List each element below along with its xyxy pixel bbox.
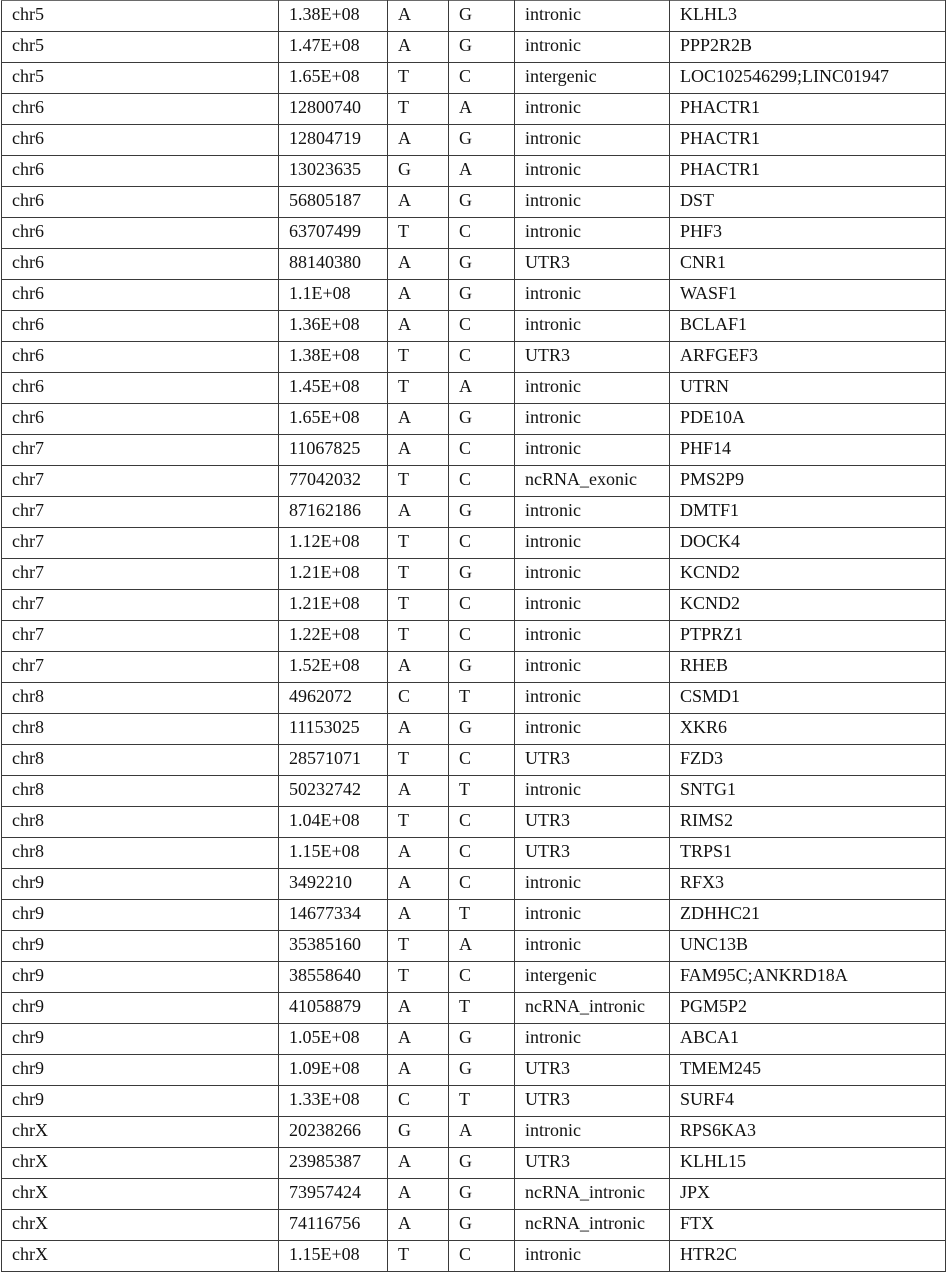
region-cell: intronic [515, 590, 670, 621]
alt-allele-cell: A [449, 156, 515, 187]
table-row [2, 156, 946, 187]
ref-allele-cell: A [388, 280, 449, 311]
alt-allele-cell: C [449, 838, 515, 869]
gene-cell: PHACTR1 [670, 156, 946, 187]
region-cell: intronic [515, 32, 670, 63]
alt-allele-cell: G [449, 32, 515, 63]
position-cell: 20238266 [279, 1117, 388, 1148]
ref-allele-cell: A [388, 776, 449, 807]
gene-cell: PHF3 [670, 218, 946, 249]
gene-cell: TRPS1 [670, 838, 946, 869]
gene-cell: RPS6KA3 [670, 1117, 946, 1148]
position-cell: 11153025 [279, 714, 388, 745]
position-cell: 1.38E+08 [279, 1, 388, 32]
table-row [2, 1148, 946, 1179]
position-cell: 1.33E+08 [279, 1086, 388, 1117]
gene-cell: CNR1 [670, 249, 946, 280]
ref-allele-cell: A [388, 900, 449, 931]
alt-allele-cell: C [449, 311, 515, 342]
ref-allele-cell: A [388, 652, 449, 683]
position-cell: 1.22E+08 [279, 621, 388, 652]
region-cell: UTR3 [515, 807, 670, 838]
position-cell: 35385160 [279, 931, 388, 962]
chromosome-cell: chr7 [2, 652, 279, 683]
chromosome-cell: chr6 [2, 218, 279, 249]
chromosome-cell: chrX [2, 1117, 279, 1148]
gene-cell: UNC13B [670, 931, 946, 962]
table-row [2, 745, 946, 776]
region-cell: intronic [515, 1241, 670, 1272]
region-cell: ncRNA_intronic [515, 1179, 670, 1210]
chromosome-cell: chr6 [2, 373, 279, 404]
position-cell: 1.05E+08 [279, 1024, 388, 1055]
position-cell: 88140380 [279, 249, 388, 280]
table-row [2, 807, 946, 838]
alt-allele-cell: C [449, 63, 515, 94]
region-cell: UTR3 [515, 838, 670, 869]
chromosome-cell: chr7 [2, 590, 279, 621]
ref-allele-cell: T [388, 745, 449, 776]
table-row [2, 652, 946, 683]
region-cell: intronic [515, 187, 670, 218]
region-cell: intronic [515, 218, 670, 249]
ref-allele-cell: T [388, 342, 449, 373]
table-row [2, 125, 946, 156]
position-cell: 1.65E+08 [279, 404, 388, 435]
alt-allele-cell: G [449, 249, 515, 280]
alt-allele-cell: C [449, 466, 515, 497]
position-cell: 1.15E+08 [279, 1241, 388, 1272]
position-cell: 3492210 [279, 869, 388, 900]
alt-allele-cell: C [449, 342, 515, 373]
position-cell: 12804719 [279, 125, 388, 156]
chromosome-cell: chr5 [2, 32, 279, 63]
chromosome-cell: chr7 [2, 559, 279, 590]
table-row [2, 1024, 946, 1055]
ref-allele-cell: A [388, 1055, 449, 1086]
region-cell: intronic [515, 1, 670, 32]
table-row [2, 94, 946, 125]
ref-allele-cell: G [388, 1117, 449, 1148]
ref-allele-cell: A [388, 404, 449, 435]
ref-allele-cell: C [388, 683, 449, 714]
region-cell: intronic [515, 94, 670, 125]
gene-cell: DMTF1 [670, 497, 946, 528]
ref-allele-cell: T [388, 962, 449, 993]
ref-allele-cell: A [388, 714, 449, 745]
gene-cell: UTRN [670, 373, 946, 404]
gene-cell: HTR2C [670, 1241, 946, 1272]
table-row [2, 435, 946, 466]
table-row [2, 590, 946, 621]
table-row [2, 497, 946, 528]
region-cell: intronic [515, 497, 670, 528]
chromosome-cell: chrX [2, 1179, 279, 1210]
position-cell: 1.47E+08 [279, 32, 388, 63]
gene-cell: KCND2 [670, 559, 946, 590]
alt-allele-cell: T [449, 683, 515, 714]
alt-allele-cell: G [449, 1024, 515, 1055]
region-cell: intergenic [515, 63, 670, 94]
gene-cell: PDE10A [670, 404, 946, 435]
table-row [2, 63, 946, 94]
alt-allele-cell: G [449, 497, 515, 528]
chromosome-cell: chr6 [2, 156, 279, 187]
table-row [2, 714, 946, 745]
ref-allele-cell: A [388, 497, 449, 528]
position-cell: 23985387 [279, 1148, 388, 1179]
region-cell: intronic [515, 1117, 670, 1148]
alt-allele-cell: C [449, 621, 515, 652]
position-cell: 1.45E+08 [279, 373, 388, 404]
alt-allele-cell: G [449, 1148, 515, 1179]
chromosome-cell: chr5 [2, 63, 279, 94]
table-row [2, 869, 946, 900]
position-cell: 1.36E+08 [279, 311, 388, 342]
ref-allele-cell: A [388, 1148, 449, 1179]
gene-cell: CSMD1 [670, 683, 946, 714]
gene-cell: WASF1 [670, 280, 946, 311]
chromosome-cell: chr7 [2, 435, 279, 466]
region-cell: intergenic [515, 962, 670, 993]
ref-allele-cell: T [388, 94, 449, 125]
region-cell: intronic [515, 404, 670, 435]
position-cell: 11067825 [279, 435, 388, 466]
gene-cell: FTX [670, 1210, 946, 1241]
ref-allele-cell: A [388, 993, 449, 1024]
position-cell: 12800740 [279, 94, 388, 125]
chromosome-cell: chrX [2, 1241, 279, 1272]
position-cell: 1.38E+08 [279, 342, 388, 373]
gene-cell: PHACTR1 [670, 125, 946, 156]
table-row [2, 1241, 946, 1272]
alt-allele-cell: T [449, 900, 515, 931]
alt-allele-cell: C [449, 869, 515, 900]
alt-allele-cell: C [449, 807, 515, 838]
table-row [2, 528, 946, 559]
chromosome-cell: chr6 [2, 125, 279, 156]
table-row [2, 993, 946, 1024]
ref-allele-cell: T [388, 528, 449, 559]
chromosome-cell: chr9 [2, 931, 279, 962]
ref-allele-cell: T [388, 218, 449, 249]
table-row [2, 1, 946, 32]
table-row [2, 404, 946, 435]
table-row [2, 1086, 946, 1117]
alt-allele-cell: G [449, 1210, 515, 1241]
alt-allele-cell: T [449, 776, 515, 807]
ref-allele-cell: A [388, 1210, 449, 1241]
table-row [2, 900, 946, 931]
table-row [2, 559, 946, 590]
position-cell: 77042032 [279, 466, 388, 497]
region-cell: UTR3 [515, 1148, 670, 1179]
alt-allele-cell: T [449, 993, 515, 1024]
region-cell: intronic [515, 559, 670, 590]
region-cell: intronic [515, 931, 670, 962]
table-row [2, 187, 946, 218]
alt-allele-cell: G [449, 187, 515, 218]
table-row [2, 373, 946, 404]
gene-cell: PHACTR1 [670, 94, 946, 125]
position-cell: 38558640 [279, 962, 388, 993]
region-cell: intronic [515, 156, 670, 187]
alt-allele-cell: C [449, 218, 515, 249]
table-row [2, 342, 946, 373]
position-cell: 41058879 [279, 993, 388, 1024]
position-cell: 74116756 [279, 1210, 388, 1241]
gene-cell: DST [670, 187, 946, 218]
ref-allele-cell: T [388, 931, 449, 962]
chromosome-cell: chr6 [2, 342, 279, 373]
chromosome-cell: chr8 [2, 807, 279, 838]
position-cell: 1.21E+08 [279, 590, 388, 621]
chromosome-cell: chr9 [2, 900, 279, 931]
gene-cell: JPX [670, 1179, 946, 1210]
chromosome-cell: chr7 [2, 621, 279, 652]
position-cell: 13023635 [279, 156, 388, 187]
region-cell: UTR3 [515, 1086, 670, 1117]
ref-allele-cell: A [388, 187, 449, 218]
chromosome-cell: chr9 [2, 1086, 279, 1117]
gene-cell: XKR6 [670, 714, 946, 745]
region-cell: UTR3 [515, 249, 670, 280]
position-cell: 1.04E+08 [279, 807, 388, 838]
gene-cell: TMEM245 [670, 1055, 946, 1086]
region-cell: intronic [515, 714, 670, 745]
ref-allele-cell: T [388, 590, 449, 621]
chromosome-cell: chr6 [2, 94, 279, 125]
chromosome-cell: chr6 [2, 404, 279, 435]
region-cell: intronic [515, 776, 670, 807]
gene-cell: KCND2 [670, 590, 946, 621]
alt-allele-cell: G [449, 1055, 515, 1086]
chromosome-cell: chrX [2, 1210, 279, 1241]
region-cell: intronic [515, 869, 670, 900]
alt-allele-cell: A [449, 94, 515, 125]
gene-cell: ARFGEF3 [670, 342, 946, 373]
table-row [2, 249, 946, 280]
gene-cell: FAM95C;ANKRD18A [670, 962, 946, 993]
alt-allele-cell: G [449, 559, 515, 590]
alt-allele-cell: G [449, 404, 515, 435]
position-cell: 1.1E+08 [279, 280, 388, 311]
position-cell: 87162186 [279, 497, 388, 528]
alt-allele-cell: A [449, 373, 515, 404]
alt-allele-cell: C [449, 1241, 515, 1272]
gene-cell: LOC102546299;LINC01947 [670, 63, 946, 94]
region-cell: intronic [515, 125, 670, 156]
region-cell: intronic [515, 311, 670, 342]
table-row [2, 280, 946, 311]
table-row [2, 1179, 946, 1210]
position-cell: 1.21E+08 [279, 559, 388, 590]
gene-cell: RIMS2 [670, 807, 946, 838]
ref-allele-cell: A [388, 1, 449, 32]
alt-allele-cell: C [449, 528, 515, 559]
position-cell: 1.12E+08 [279, 528, 388, 559]
alt-allele-cell: C [449, 745, 515, 776]
region-cell: ncRNA_intronic [515, 1210, 670, 1241]
chromosome-cell: chrX [2, 1148, 279, 1179]
alt-allele-cell: A [449, 1117, 515, 1148]
chromosome-cell: chr6 [2, 311, 279, 342]
chromosome-cell: chr9 [2, 1055, 279, 1086]
gene-cell: PPP2R2B [670, 32, 946, 63]
alt-allele-cell: G [449, 1179, 515, 1210]
position-cell: 63707499 [279, 218, 388, 249]
region-cell: intronic [515, 528, 670, 559]
position-cell: 1.65E+08 [279, 63, 388, 94]
ref-allele-cell: A [388, 1179, 449, 1210]
table-row [2, 776, 946, 807]
ref-allele-cell: A [388, 249, 449, 280]
position-cell: 1.52E+08 [279, 652, 388, 683]
chromosome-cell: chr6 [2, 280, 279, 311]
chromosome-cell: chr7 [2, 497, 279, 528]
chromosome-cell: chr9 [2, 869, 279, 900]
gene-cell: KLHL3 [670, 1, 946, 32]
gene-cell: RFX3 [670, 869, 946, 900]
chromosome-cell: chr8 [2, 714, 279, 745]
ref-allele-cell: C [388, 1086, 449, 1117]
chromosome-cell: chr6 [2, 249, 279, 280]
ref-allele-cell: A [388, 125, 449, 156]
chromosome-cell: chr8 [2, 838, 279, 869]
table-row [2, 621, 946, 652]
variant-table-body [2, 1, 946, 1272]
gene-cell: ABCA1 [670, 1024, 946, 1055]
chromosome-cell: chr7 [2, 466, 279, 497]
gene-cell: ZDHHC21 [670, 900, 946, 931]
table-row [2, 962, 946, 993]
region-cell: intronic [515, 683, 670, 714]
ref-allele-cell: T [388, 63, 449, 94]
table-row [2, 838, 946, 869]
position-cell: 1.15E+08 [279, 838, 388, 869]
position-cell: 73957424 [279, 1179, 388, 1210]
chromosome-cell: chr9 [2, 993, 279, 1024]
gene-cell: FZD3 [670, 745, 946, 776]
ref-allele-cell: T [388, 466, 449, 497]
position-cell: 28571071 [279, 745, 388, 776]
ref-allele-cell: A [388, 311, 449, 342]
region-cell: intronic [515, 900, 670, 931]
chromosome-cell: chr7 [2, 528, 279, 559]
alt-allele-cell: T [449, 1086, 515, 1117]
chromosome-cell: chr6 [2, 187, 279, 218]
gene-cell: PHF14 [670, 435, 946, 466]
table-row [2, 1117, 946, 1148]
ref-allele-cell: A [388, 435, 449, 466]
variant-table [1, 0, 946, 1272]
region-cell: UTR3 [515, 745, 670, 776]
ref-allele-cell: A [388, 838, 449, 869]
table-row [2, 1055, 946, 1086]
alt-allele-cell: C [449, 962, 515, 993]
ref-allele-cell: T [388, 1241, 449, 1272]
ref-allele-cell: T [388, 807, 449, 838]
table-row [2, 32, 946, 63]
region-cell: intronic [515, 373, 670, 404]
ref-allele-cell: A [388, 32, 449, 63]
alt-allele-cell: G [449, 652, 515, 683]
gene-cell: DOCK4 [670, 528, 946, 559]
chromosome-cell: chr8 [2, 776, 279, 807]
table-row [2, 466, 946, 497]
region-cell: intronic [515, 1024, 670, 1055]
ref-allele-cell: T [388, 373, 449, 404]
table-row [2, 683, 946, 714]
gene-cell: RHEB [670, 652, 946, 683]
ref-allele-cell: A [388, 1024, 449, 1055]
ref-allele-cell: T [388, 621, 449, 652]
ref-allele-cell: A [388, 869, 449, 900]
region-cell: intronic [515, 621, 670, 652]
chromosome-cell: chr8 [2, 683, 279, 714]
region-cell: ncRNA_exonic [515, 466, 670, 497]
gene-cell: PMS2P9 [670, 466, 946, 497]
region-cell: intronic [515, 652, 670, 683]
ref-allele-cell: G [388, 156, 449, 187]
chromosome-cell: chr5 [2, 1, 279, 32]
table-row [2, 218, 946, 249]
region-cell: ncRNA_intronic [515, 993, 670, 1024]
gene-cell: SNTG1 [670, 776, 946, 807]
table-row [2, 1210, 946, 1241]
chromosome-cell: chr9 [2, 1024, 279, 1055]
alt-allele-cell: G [449, 1, 515, 32]
table-row [2, 931, 946, 962]
gene-cell: BCLAF1 [670, 311, 946, 342]
region-cell: UTR3 [515, 342, 670, 373]
alt-allele-cell: C [449, 435, 515, 466]
gene-cell: PGM5P2 [670, 993, 946, 1024]
alt-allele-cell: C [449, 590, 515, 621]
region-cell: intronic [515, 280, 670, 311]
chromosome-cell: chr8 [2, 745, 279, 776]
position-cell: 4962072 [279, 683, 388, 714]
position-cell: 56805187 [279, 187, 388, 218]
gene-cell: KLHL15 [670, 1148, 946, 1179]
position-cell: 14677334 [279, 900, 388, 931]
alt-allele-cell: A [449, 931, 515, 962]
position-cell: 50232742 [279, 776, 388, 807]
gene-cell: PTPRZ1 [670, 621, 946, 652]
gene-cell: SURF4 [670, 1086, 946, 1117]
table-row [2, 311, 946, 342]
region-cell: intronic [515, 435, 670, 466]
ref-allele-cell: T [388, 559, 449, 590]
position-cell: 1.09E+08 [279, 1055, 388, 1086]
chromosome-cell: chr9 [2, 962, 279, 993]
region-cell: UTR3 [515, 1055, 670, 1086]
alt-allele-cell: G [449, 280, 515, 311]
alt-allele-cell: G [449, 714, 515, 745]
alt-allele-cell: G [449, 125, 515, 156]
